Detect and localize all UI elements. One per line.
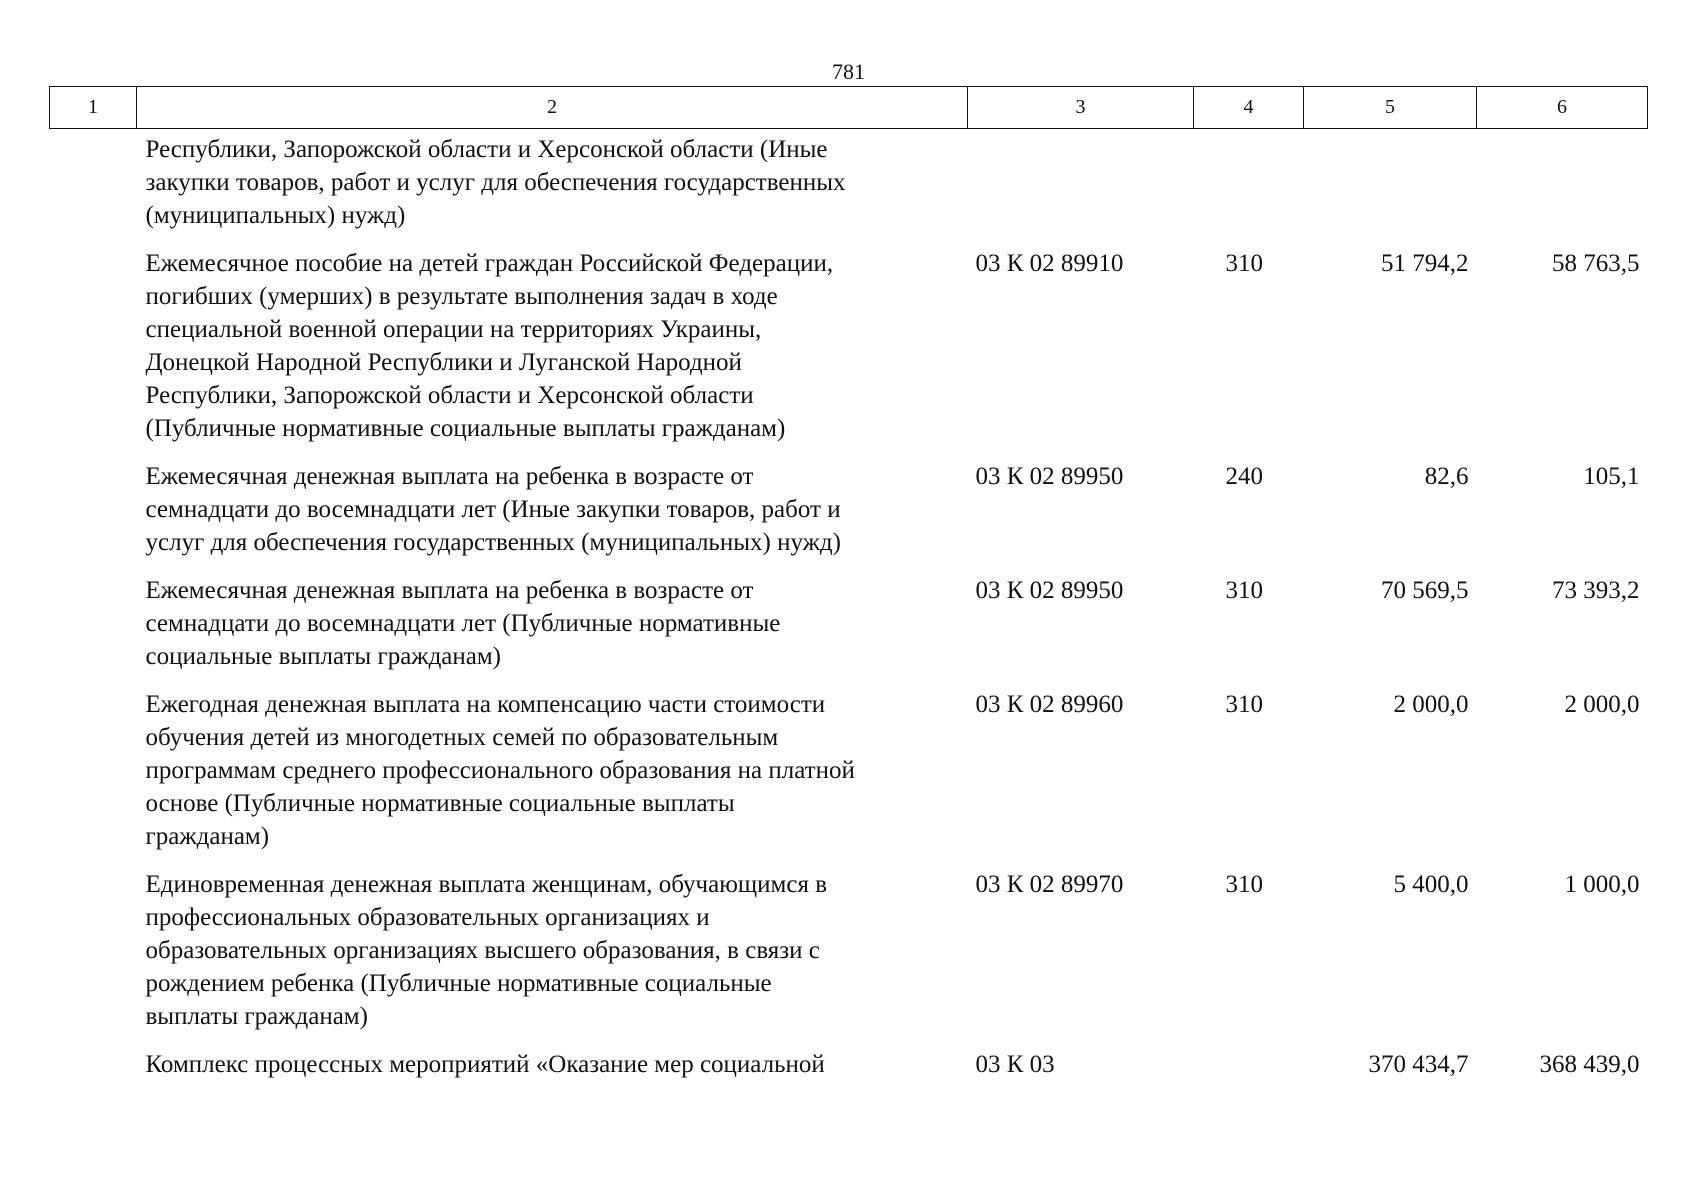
row-value-col6: 1 000,0 <box>1564 871 1640 898</box>
row-number-cell <box>50 460 137 574</box>
row-value-col6: 105,1 <box>1583 463 1640 490</box>
row-code: 03 К 03 <box>975 1051 1055 1078</box>
description-line: специальной военной операции на территориях Украины, <box>145 316 762 343</box>
description-line: услуг для обеспечения государственных (муниципальных) нужд) <box>145 529 841 556</box>
row-value-col5: 2 000,0 <box>1393 691 1469 718</box>
description-line: семнадцати до восемнадцати лет (Публичные нормативные <box>145 610 781 637</box>
row-number-cell <box>50 574 137 688</box>
description-line: социальные выплаты гражданам) <box>145 643 502 670</box>
row-expense-type: 310 <box>1225 577 1263 604</box>
description-line: программам среднего профессионального образования на платной <box>145 757 855 784</box>
table-row <box>50 1048 1648 1096</box>
row-value-col5: 70 569,5 <box>1381 577 1469 604</box>
row-number-cell <box>50 868 137 1048</box>
row-description <box>137 688 968 868</box>
row-code: 03 К 02 89970 <box>975 871 1124 898</box>
description-line: Ежемесячная денежная выплата на ребенка в возрасте от <box>145 577 754 604</box>
description-line: профессиональных образовательных организациях и <box>145 904 710 931</box>
row-description <box>137 574 968 688</box>
row-value-col5 <box>1304 133 1477 247</box>
row-number-cell <box>50 133 137 247</box>
row-expense-type: 310 <box>1225 691 1263 718</box>
description-line: семнадцати до восемнадцати лет (Иные закупки товаров, работ и <box>145 496 841 523</box>
description-line: погибших (умерших) в результате выполнения задач в ходе <box>145 283 778 310</box>
row-expense-type <box>1194 1048 1304 1096</box>
row-value-col6: 73 393,2 <box>1552 577 1640 604</box>
row-value-col5: 5 400,0 <box>1393 871 1469 898</box>
description-line: гражданам) <box>145 823 270 850</box>
row-code: 03 К 02 89950 <box>975 577 1124 604</box>
description-line: Ежемесячное пособие на детей граждан Российской Федерации, <box>145 250 834 277</box>
table-row <box>50 688 1648 868</box>
description-line: Комплекс процессных мероприятий «Оказание мер социальной <box>145 1051 825 1078</box>
description-line: закупки товаров, работ и услуг для обеспечения государственных <box>145 169 846 196</box>
description-line: Республики, Запорожской области и Херсонской области (Иные <box>145 136 828 163</box>
description-line: Республики, Запорожской области и Херсонской области <box>145 382 754 409</box>
row-description <box>137 133 968 247</box>
row-value-col6: 58 763,5 <box>1552 250 1640 277</box>
header-col-5: 5 <box>1304 87 1477 129</box>
row-description <box>137 460 968 574</box>
row-value-col5: 51 794,2 <box>1381 250 1469 277</box>
description-line: Донецкой Народной Республики и Луганской Народной <box>145 349 742 376</box>
description-line: (Публичные нормативные социальные выплаты гражданам) <box>145 415 786 442</box>
row-number-cell <box>50 247 137 460</box>
table-body <box>50 129 1648 1097</box>
row-description <box>137 868 968 1048</box>
description-line: обучения детей из многодетных семей по образовательным <box>145 724 779 751</box>
row-value-col5: 370 434,7 <box>1368 1051 1469 1078</box>
header-col-6: 6 <box>1477 87 1648 129</box>
row-code: 03 К 02 89910 <box>975 250 1124 277</box>
description-line: выплаты гражданам) <box>145 1003 368 1030</box>
row-expense-type: 310 <box>1225 871 1263 898</box>
row-number-cell <box>50 688 137 868</box>
table-row <box>50 574 1648 688</box>
description-line: (муниципальных) нужд) <box>145 202 406 229</box>
description-line: рождением ребенка (Публичные нормативные социальные <box>145 970 772 997</box>
row-code: 03 К 02 89950 <box>975 463 1124 490</box>
header-col-2: 2 <box>137 87 968 129</box>
table-row <box>50 247 1648 460</box>
row-value-col6: 2 000,0 <box>1564 691 1640 718</box>
table-header-row <box>50 87 1648 129</box>
row-value-col5: 82,6 <box>1424 463 1469 490</box>
row-description <box>137 247 968 460</box>
row-expense-type: 240 <box>1225 463 1263 490</box>
budget-table <box>49 86 1648 1096</box>
table-row <box>50 133 1648 247</box>
row-code <box>968 133 1194 247</box>
description-line: Ежегодная денежная выплата на компенсацию части стоимости <box>145 691 826 718</box>
row-number-cell <box>50 1048 137 1096</box>
description-line: Единовременная денежная выплата женщинам, обучающимся в <box>145 871 827 898</box>
row-expense-type: 310 <box>1225 250 1263 277</box>
table-row <box>50 868 1648 1048</box>
row-code: 03 К 02 89960 <box>975 691 1124 718</box>
description-line: Ежемесячная денежная выплата на ребенка в возрасте от <box>145 463 754 490</box>
description-line: основе (Публичные нормативные социальные выплаты <box>145 790 735 817</box>
row-expense-type <box>1194 133 1304 247</box>
header-col-1: 1 <box>50 87 137 129</box>
row-description <box>137 1048 968 1096</box>
page-number: 781 <box>832 59 865 84</box>
header-col-3: 3 <box>968 87 1194 129</box>
header-col-4: 4 <box>1194 87 1304 129</box>
description-line: образовательных организациях высшего образования, в связи с <box>145 937 820 964</box>
table-row <box>50 460 1648 574</box>
row-value-col6 <box>1477 133 1648 247</box>
row-value-col6: 368 439,0 <box>1539 1051 1640 1078</box>
